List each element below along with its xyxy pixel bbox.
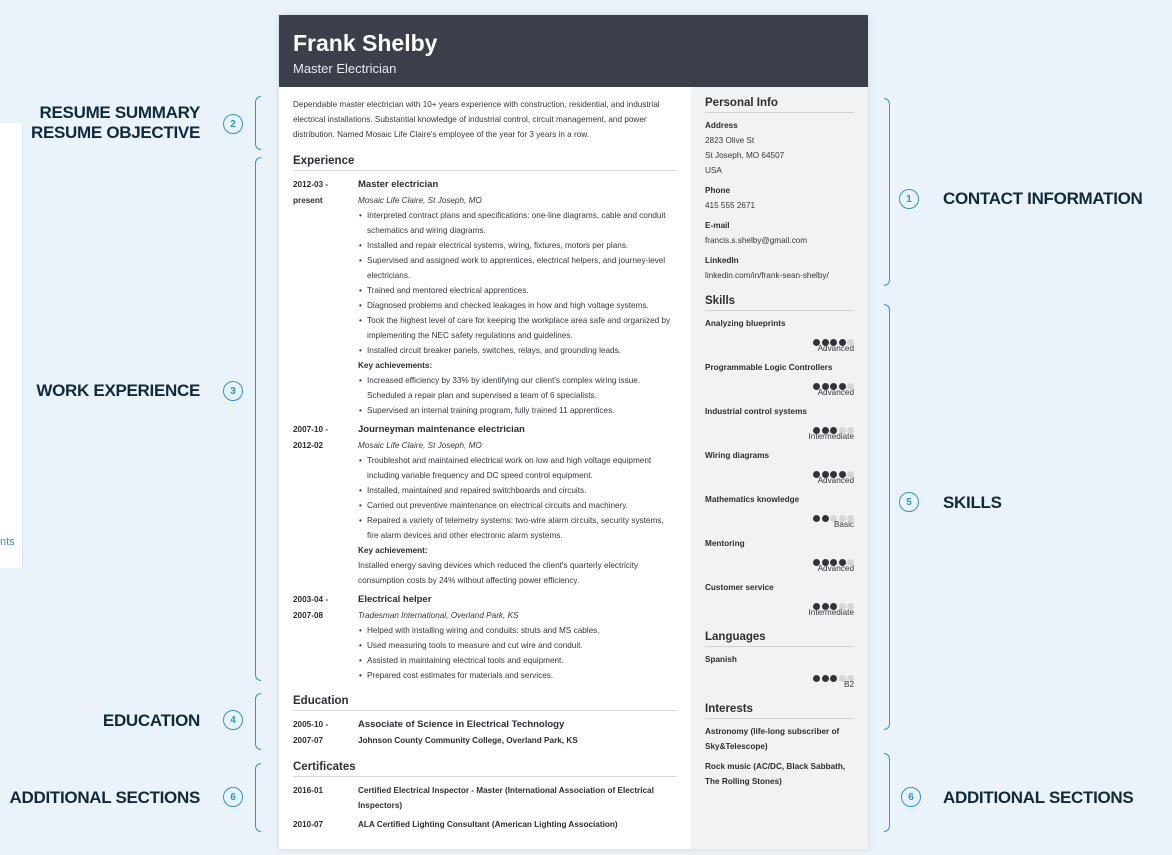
job-bullet: • Troubleshot and maintained electrical work on low and high voltage equipment including variable frequency and DC speed control equipment. [367, 453, 677, 483]
skill-level: Advanced [817, 564, 854, 573]
skill-level: Intermediate [808, 432, 854, 441]
skill-rating [705, 377, 854, 387]
job-bullet: • Diagnosed problems and checked leakages in how and high voltage systems. [367, 298, 677, 313]
job-bullet: • Installed circuit breaker panels, switches, relays, and grounding leads. [367, 343, 677, 358]
resume-header [279, 15, 868, 87]
job-bullet: • Trained and mentored electrical apprentices. [367, 283, 677, 298]
skill-item [705, 581, 854, 619]
candidate-role: Master Electrician [293, 61, 397, 76]
annotation-additional-sections-left: ADDITIONAL SECTIONS [9, 788, 200, 807]
annotation-skills: SKILLS [943, 493, 1002, 512]
key-achievements-heading: Key achievements: [358, 361, 433, 370]
phone-value: 415 555 2671 [705, 201, 756, 210]
annotation-number-additional-right: 6 [901, 787, 921, 807]
phone-label: Phone [705, 186, 731, 195]
job-title: Journeyman maintenance electrician [358, 424, 525, 435]
annotation-bracket-summary [255, 96, 261, 150]
education-school: Johnson County Community College, Overland Park, KS [358, 736, 578, 745]
skill-level: Advanced [817, 344, 854, 353]
skill-item [705, 537, 854, 575]
skill-rating [705, 553, 854, 563]
job-bullet: • Carried out preventive maintenance on electrical circuits and machinery. [367, 498, 677, 513]
skill-level: Advanced [817, 388, 854, 397]
skill-name: Analyzing blueprints [705, 319, 786, 328]
annotation-work-experience: WORK EXPERIENCE [36, 381, 200, 400]
job-bullet: • Prepared cost estimates for materials and services. [367, 668, 677, 683]
skill-level: Advanced [817, 476, 854, 485]
education-degree: Associate of Science in Electrical Technology [358, 719, 565, 730]
certificates-heading: Certificates [293, 761, 677, 777]
skill-name: Wiring diagrams [705, 451, 770, 460]
job-company: Tradesman International, Overland Park, KS [358, 611, 519, 620]
skill-level: Basic [833, 520, 854, 529]
linkedin-label: LinkedIn [705, 256, 739, 265]
annotation-resume-summary: RESUME SUMMARY RESUME OBJECTIVE [30, 103, 200, 142]
annotation-number-additional-left: 6 [223, 787, 243, 807]
job-company: Mosaic Life Claire, St Joseph, MO [358, 196, 482, 205]
address-label: Address [705, 121, 738, 130]
email-label: E-mail [705, 221, 730, 230]
skill-item [705, 449, 854, 487]
certificate-date: 2016-01 [293, 786, 324, 795]
certificate-name: Certified Electrical Inspector - Master (International Association of Electrical Inspectors) [358, 786, 654, 810]
job-bullets [358, 453, 677, 543]
job-bullet: • Assisted in maintaining electrical tools and equipment. [367, 653, 677, 668]
skill-rating [705, 465, 854, 475]
languages-list [705, 653, 854, 691]
skill-item [705, 361, 854, 399]
job-bullet: • Installed and repair electrical systems, wiring, fixtures, motors per plans. [367, 238, 677, 253]
job-title: Electrical helper [358, 594, 432, 605]
rating-dot [822, 675, 829, 682]
interest-item: Astronomy (life-long subscriber of Sky&Telescope) [705, 727, 840, 751]
key-achievement-text: Installed energy saving devices which reduced the client's quarterly electricity consumption costs by 24% without affecting power efficiency. [358, 561, 639, 585]
annotation-number-contact: 1 [899, 189, 919, 209]
skill-rating [705, 597, 854, 607]
linkedin-value[interactable]: linkedin.com/in/frank-sean-shelby/ [705, 271, 829, 280]
experience-heading: Experience [293, 155, 677, 171]
certificate-date: 2010-07 [293, 820, 324, 829]
annotation-bracket-additional-left [255, 763, 261, 832]
achievement-bullets [358, 373, 677, 418]
annotation-bracket-additional-right [884, 753, 890, 832]
skill-item [705, 493, 854, 531]
certificate-name: ALA Certified Lighting Consultant (American Lighting Association) [358, 820, 618, 829]
education-heading: Education [293, 695, 677, 711]
certificate-entry [293, 783, 677, 813]
candidate-name: Frank Shelby [293, 30, 438, 56]
background-panel-text: nts [0, 536, 15, 548]
achievement-bullet: • Increased efficiency by 33% by identifying our client's complex wiring issue. Scheduled a repair plan and supervised a team of 6 specialists. [367, 373, 677, 403]
skills-list [705, 317, 854, 619]
language-level: B2 [843, 680, 854, 689]
annotation-contact-information: CONTACT INFORMATION [943, 189, 1143, 208]
job-content [358, 177, 677, 418]
job-company: Mosaic Life Claire, St Joseph, MO [358, 441, 482, 450]
job-title: Master electrician [358, 179, 439, 190]
skill-name: Customer service [705, 583, 774, 592]
skill-rating [705, 421, 854, 431]
job-content [358, 592, 677, 683]
resume-document [279, 15, 868, 849]
skill-name: Industrial control systems [705, 407, 807, 416]
education-dates: 2005-10 - 2007-07 [293, 720, 329, 745]
email-value[interactable]: francis.s.shelby@gmail.com [705, 236, 808, 245]
annotation-number-experience: 3 [223, 381, 243, 401]
resume-summary: Dependable master electrician with 10+ years experience with construction, residential, and industrial electrical installations. Substantial knowledge of industrial control, circuit management, and power distribution. Named Mosaic Life Claire's employee of the year for 3 years in a row. [293, 100, 660, 139]
job-bullet: • Installed, maintained and repaired switchboards and circuits. [367, 483, 677, 498]
job-bullets [358, 208, 677, 358]
job-bullet: • Interpreted contract plans and specifications: one-line diagrams, cable and conduit schematics and wiring diagrams. [367, 208, 677, 238]
annotation-bracket-education [255, 693, 261, 750]
job-bullet: • Repaired a variety of telemetry systems: two-wire alarm circuits, security systems, fire alarm devices and other electronic alarm systems. [367, 513, 677, 543]
job-dates: 2007-10 - 2012-02 [293, 425, 329, 450]
annotation-number-education: 4 [223, 710, 243, 730]
skill-item [705, 405, 854, 443]
interest-item: Rock music (AC/DC, Black Sabbath, The Rolling Stones) [705, 762, 846, 786]
skill-rating [705, 509, 854, 519]
languages-heading: Languages [705, 631, 854, 647]
rating-dot [813, 675, 820, 682]
job-dates: 2003-04 - 2007-08 [293, 595, 329, 620]
main-column [279, 87, 691, 849]
rating-dot [830, 675, 837, 682]
job-bullet: • Helped with installing wiring and conduits: struts and MS cables. [367, 623, 677, 638]
annotation-education: EDUCATION [102, 711, 200, 730]
background-panel [0, 123, 23, 568]
language-item [705, 653, 854, 691]
skill-level: Intermediate [808, 608, 854, 617]
skill-rating [705, 333, 854, 343]
language-name: Spanish [705, 655, 737, 664]
job-bullet: • Supervised and assigned work to apprentices, electrical helpers, and journey-level electricians. [367, 253, 677, 283]
annotation-number-summary: 2 [223, 114, 243, 134]
sidebar-column [691, 87, 868, 849]
job-bullet: • Used measuring tools to measure and cut wire and conduit. [367, 638, 677, 653]
skill-item [705, 317, 854, 355]
annotation-number-skills: 5 [899, 492, 919, 512]
education-content [358, 717, 677, 749]
address-line: USA [705, 166, 722, 175]
personal-info-heading: Personal Info [705, 97, 854, 113]
job-dates: 2012-03 - present [293, 180, 329, 205]
rating-dot [813, 515, 820, 522]
address-line: St Joseph, MO 64507 [705, 151, 785, 160]
skills-heading: Skills [705, 295, 854, 311]
address-line: 2823 Olive St [705, 136, 755, 145]
job-content [358, 422, 677, 588]
rating-dot [822, 515, 829, 522]
language-rating [705, 669, 854, 679]
annotation-bracket-experience [255, 157, 261, 681]
job-bullet: • Took the highest level of care for keeping the workplace area safe and organized by implementing the NEC safety regulations and guidelines. [367, 313, 677, 343]
job-entry [293, 177, 677, 418]
job-entry [293, 422, 677, 588]
achievement-bullet: • Supervised an internal training program, fully trained 11 apprentices. [367, 403, 677, 418]
certificate-entry [293, 817, 677, 833]
annotation-additional-sections-right: ADDITIONAL SECTIONS [943, 788, 1134, 807]
skill-name: Mathematics knowledge [705, 495, 800, 504]
skill-name: Mentoring [705, 539, 745, 548]
job-bullets [358, 623, 677, 683]
annotation-bracket-contact [884, 98, 890, 286]
interests-heading: Interests [705, 703, 854, 719]
annotation-bracket-skills [884, 304, 890, 730]
education-entry [293, 717, 677, 749]
job-entry [293, 592, 677, 683]
skill-name: Programmable Logic Controllers [705, 363, 833, 372]
key-achievement-heading: Key achievement: [358, 546, 428, 555]
